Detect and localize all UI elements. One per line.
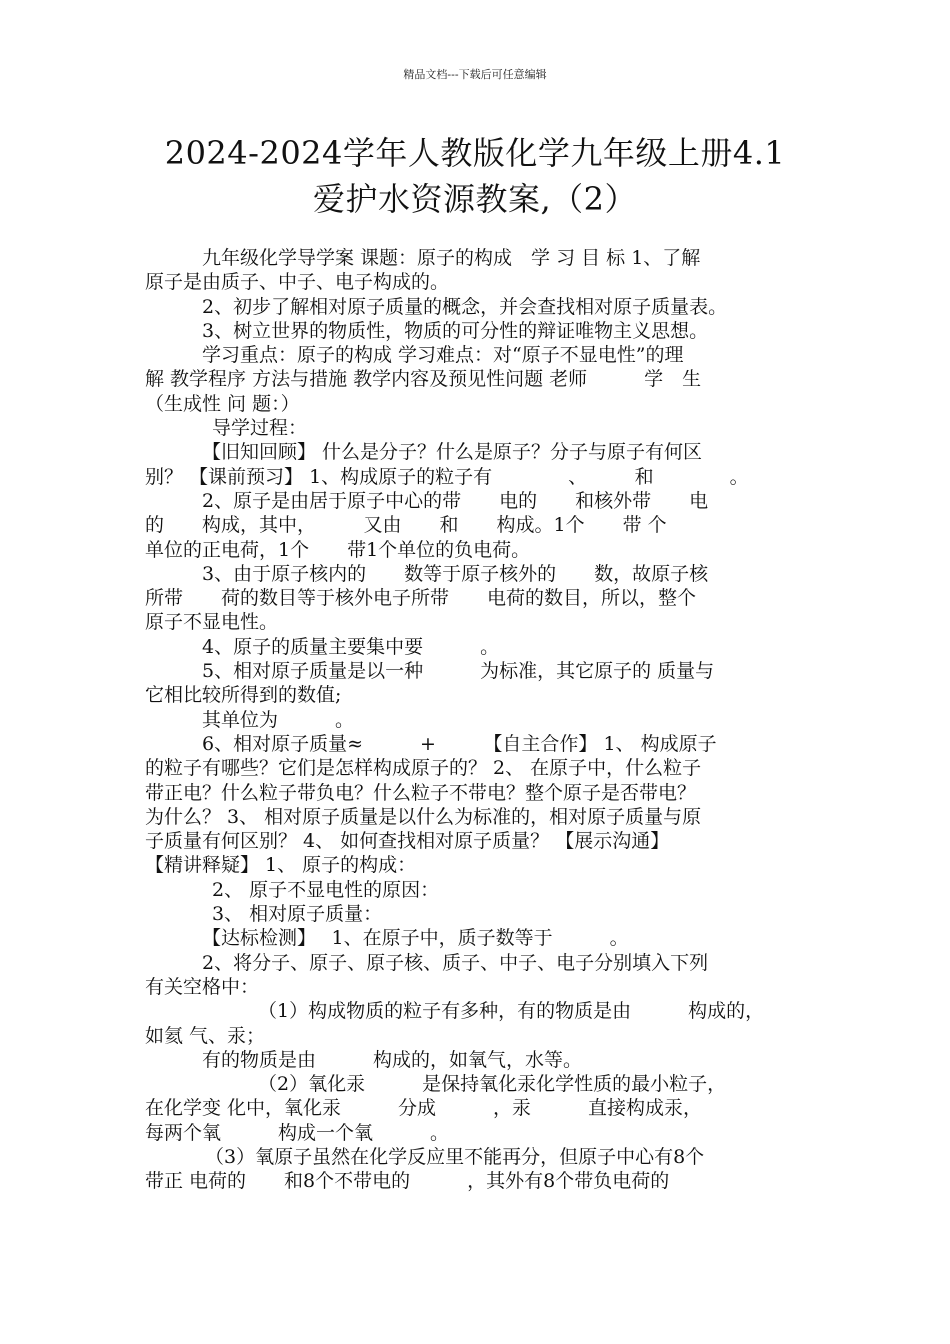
body-line: （3）氧原子虽然在化学反应里不能再分，但原子中心有8个 [205,1145,705,1168]
body-line: 解 教学程序 方法与措施 教学内容及预见性问题 老师 学 生 [145,368,702,391]
body-line: 3、由于原子核内的 数等于原子核外的 数，故原子核 [202,562,709,585]
body-line: 的粒子有哪些？它们是怎样构成原子的？ 2、 在原子中，什么粒子 [145,757,702,780]
title-line-1: 2024-2024学年人教版化学九年级上册4.1 [164,134,786,172]
body-line: 原子是由质子、中子、电子构成的。 [145,271,450,294]
body-line: 2、原子是由居于原子中心的带 电的 和核外带 电 [202,489,709,512]
title-line-2: 爱护水资源教案,（2） [312,180,638,218]
body-line: 2、初步了解相对原子质量的概念，并会查找相对原子质量表。 [202,295,728,318]
body-line: 【精讲释疑】 1、 原子的构成： [145,854,417,877]
document-body [145,246,807,1194]
page-header: 精品文档---下载后可任意编辑 [403,68,547,81]
body-line: 带正 电荷的 和8个不带电的 ，其外有8个带负电荷的 [145,1170,670,1193]
body-line: 为什么？ 3、 相对原子质量是以什么为标准的，相对原子质量与原 [145,805,702,828]
body-line: 原子不显电性。 [145,611,279,634]
body-line: 所带 荷的数目等于核外电子所带 电荷的数目，所以，整个 [145,587,697,610]
body-line: 在化学变 化中，氧化汞 分成 ，汞 直接构成汞， [145,1097,703,1120]
body-line: 5、相对原子质量是以一种 为标准，其它原子的 质量与 [202,660,715,683]
body-line: 子质量有何区别？ 4、 如何查找相对原子质量？ 【展示沟通】 [145,830,670,853]
body-line: 单位的正电荷，1个 带1个单位的负电荷。 [145,538,531,561]
body-line: 有的物质是由 构成的，如氧气，水等。 [202,1048,583,1071]
body-line: 学习重点：原子的构成 学习难点：对“原子不显电性”的理 [202,344,684,367]
body-line: 它相比较所得到的数值; [145,684,342,707]
body-line: 导学过程： [212,417,308,440]
body-line: 有关空格中： [145,975,260,998]
body-line: 带正电？什么粒子带负电？什么粒子不带电？整个原子是否带电？ [145,781,697,804]
body-line: （2）氧化汞 是保持氧化汞化学性质的最小粒子， [258,1073,727,1096]
body-line: （生成性 问 题：） [145,392,300,415]
body-line: 如氦 气、汞； [145,1024,266,1047]
body-line: 别？ 【课前预习】 1、构成原子的粒子有 、 和 。 [145,465,749,488]
body-line: 其单位为 。 [202,708,355,731]
body-line: 4、原子的质量主要集中要 。 [202,635,500,658]
body-line: 2、将分子、原子、原子核、质子、中子、电子分别填入下列 [202,951,709,974]
body-line: 九年级化学导学案 课题：原子的构成 学 习 目 标 1、了解 [202,247,701,269]
body-line: 6、相对原子质量≈ + 【自主合作】 1、 构成原子 [202,732,717,755]
body-line: （1）构成物质的粒子有多种，有的物质是由 构成的， [258,1000,765,1023]
body-line: 3、 相对原子质量： [212,903,383,926]
body-line: 3、树立世界的物质性，物质的可分性的辩证唯物主义思想。 [202,319,709,342]
body-line: 的 构成，其中， 又由 和 构成。1个 带 个 [145,514,667,537]
body-line: 【达标检测】 1、在原子中，质子数等于 。 [202,927,629,950]
body-line: 2、 原子不显电性的原因： [212,878,440,901]
document-title [100,130,850,222]
body-line: 每两个氧 构成一个氧 。 [145,1121,450,1144]
body-line: 【旧知回顾】 什么是分子？什么是原子？分子与原子有何区 [202,441,703,464]
